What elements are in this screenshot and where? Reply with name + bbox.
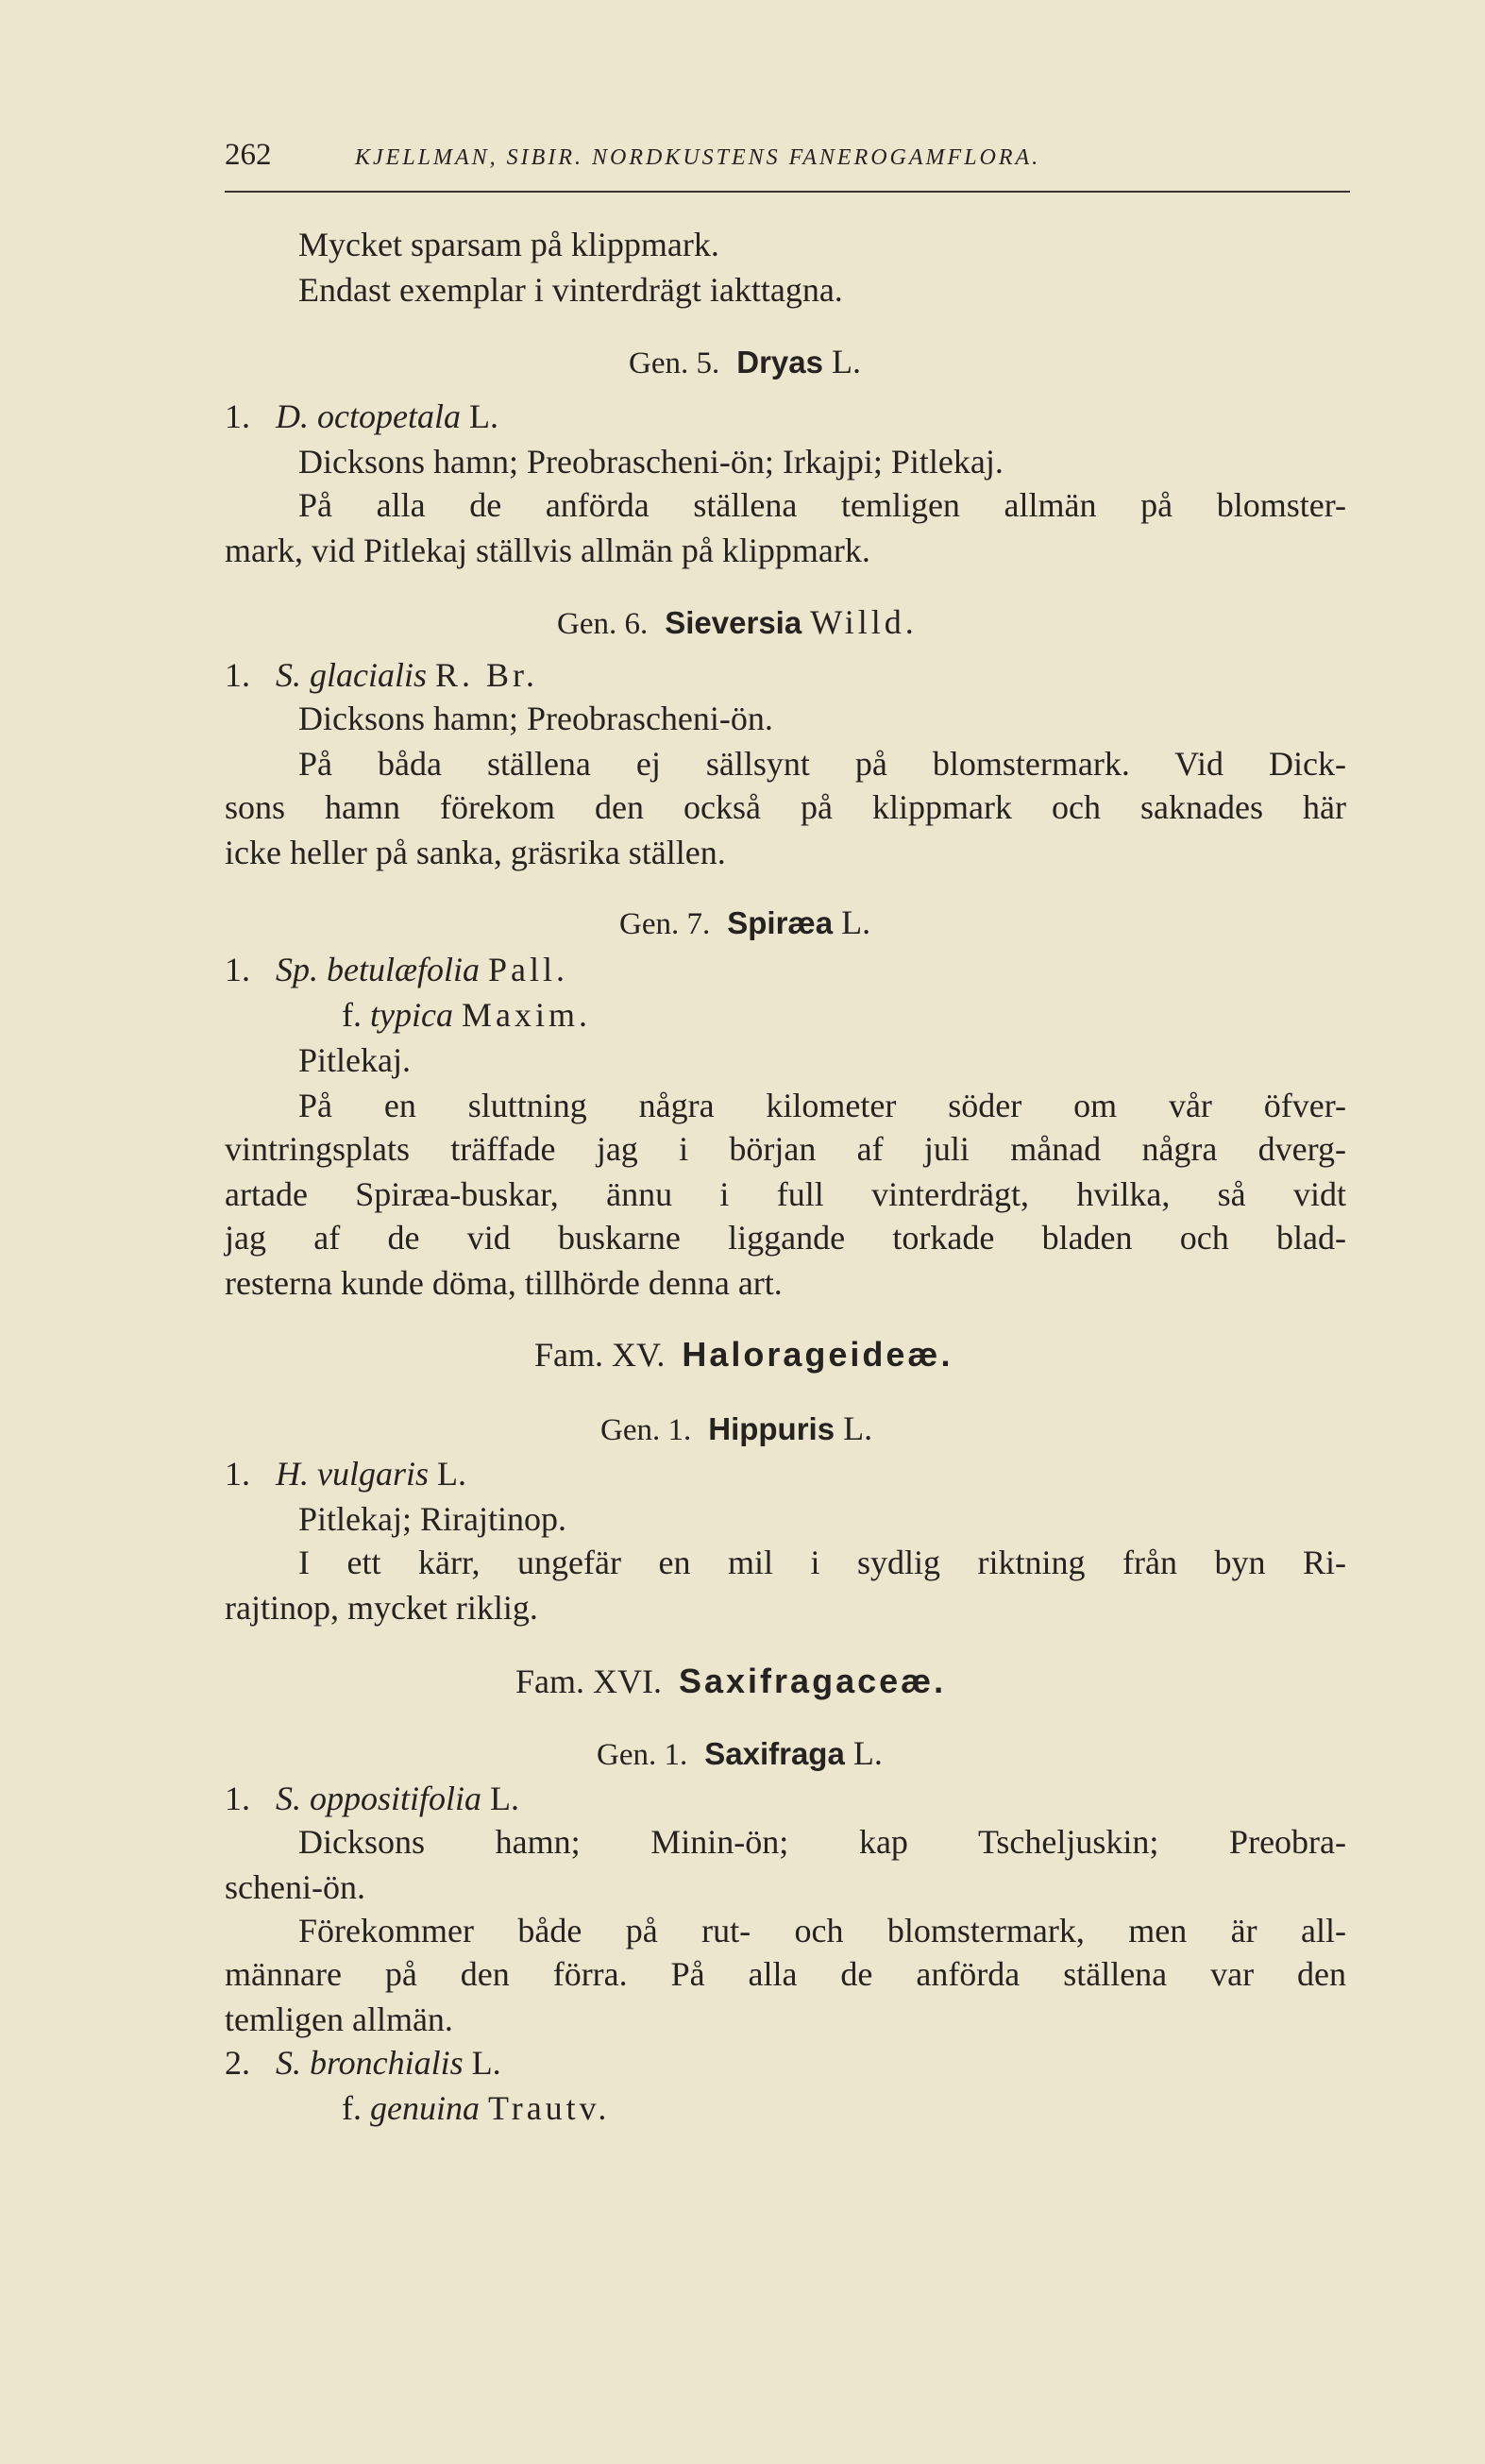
locality-line: Dicksons hamn; Preobrascheni-ön; Irkajpi; Pitlekaj.	[298, 443, 1004, 481]
genus-heading: Gen. 6. Sieversia Willd.	[557, 603, 918, 641]
locality-line: Pitlekaj.	[298, 1041, 411, 1079]
species-entry: 1. D. octopetala L.	[225, 397, 498, 435]
text-line: männare på den förra. På alla de anförda ställena var den	[225, 1955, 1346, 1993]
header-rule	[225, 191, 1350, 193]
species-entry: 1. S. glacialis R. Br.	[225, 656, 539, 694]
genus-heading: Gen. 1. Saxifraga L.	[597, 1734, 883, 1772]
text-line: icke heller på sanka, gräsrika ställen.	[225, 834, 726, 871]
form-entry: f. typica Maxim.	[342, 996, 591, 1034]
text-line: vintringsplats träffade jag i början af juli månad några dverg-	[225, 1130, 1346, 1168]
text-line: mark, vid Pitlekaj ställvis allmän på klippmark.	[225, 532, 870, 569]
text-line: På båda ställena ej sällsynt på blomstermark. Vid Dick-	[298, 745, 1346, 783]
species-entry: 1. S. oppositifolia L.	[225, 1780, 520, 1817]
locality-line: Pitlekaj; Rirajtinop.	[298, 1500, 566, 1538]
text-line: Mycket sparsam på klippmark.	[298, 226, 719, 263]
text-line: På alla de anförda ställena temligen allmän på blomster-	[298, 486, 1346, 524]
locality-line: scheni-ön.	[225, 1868, 365, 1906]
species-entry: 1. Sp. betulæfolia Pall.	[225, 951, 569, 988]
locality-line: Dicksons hamn; Minin-ön; kap Tscheljuskin; Preobra-	[298, 1823, 1346, 1861]
genus-heading: Gen. 7. Spiræa L.	[619, 903, 871, 941]
page-header	[225, 138, 1348, 176]
genus-heading: Gen. 5. Dryas L.	[629, 343, 861, 380]
family-heading: Fam. XV. Halorageideæ.	[534, 1335, 953, 1374]
text-line: Endast exemplar i vinterdrägt iakttagna.	[298, 271, 843, 309]
family-heading: Fam. XVI. Saxifragaceæ.	[515, 1662, 947, 1700]
species-entry: 1. H. vulgaris L.	[225, 1455, 466, 1493]
locality-line: Dicksons hamn; Preobrascheni-ön.	[298, 700, 773, 737]
text-line: jag af de vid buskarne liggande torkade bladen och blad-	[225, 1219, 1346, 1257]
text-line: rajtinop, mycket riklig.	[225, 1589, 538, 1627]
text-line: temligen allmän.	[225, 2000, 453, 2038]
text-line: På en sluttning några kilometer söder om vår öfver-	[298, 1087, 1346, 1124]
page-number: 262	[225, 138, 272, 172]
form-entry: f. genuina Trautv.	[342, 2089, 611, 2127]
running-title: KJELLMAN, SIBIR. NORDKUSTENS FANEROGAMFLORA.	[355, 145, 1041, 170]
text-line: Förekommer både på rut- och blomstermark, men är all-	[298, 1912, 1346, 1949]
species-entry: 2. S. bronchialis L.	[225, 2044, 501, 2082]
text-line: resterna kunde döma, tillhörde denna art.	[225, 1264, 783, 1302]
genus-heading: Gen. 1. Hippuris L.	[600, 1409, 873, 1447]
text-line: I ett kärr, ungefär en mil i sydlig riktning från byn Ri-	[298, 1544, 1346, 1581]
text-line: artade Spiræa-buskar, ännu i full vinterdrägt, hvilka, så vidt	[225, 1175, 1346, 1213]
text-line: sons hamn förekom den också på klippmark och saknades här	[225, 788, 1346, 826]
